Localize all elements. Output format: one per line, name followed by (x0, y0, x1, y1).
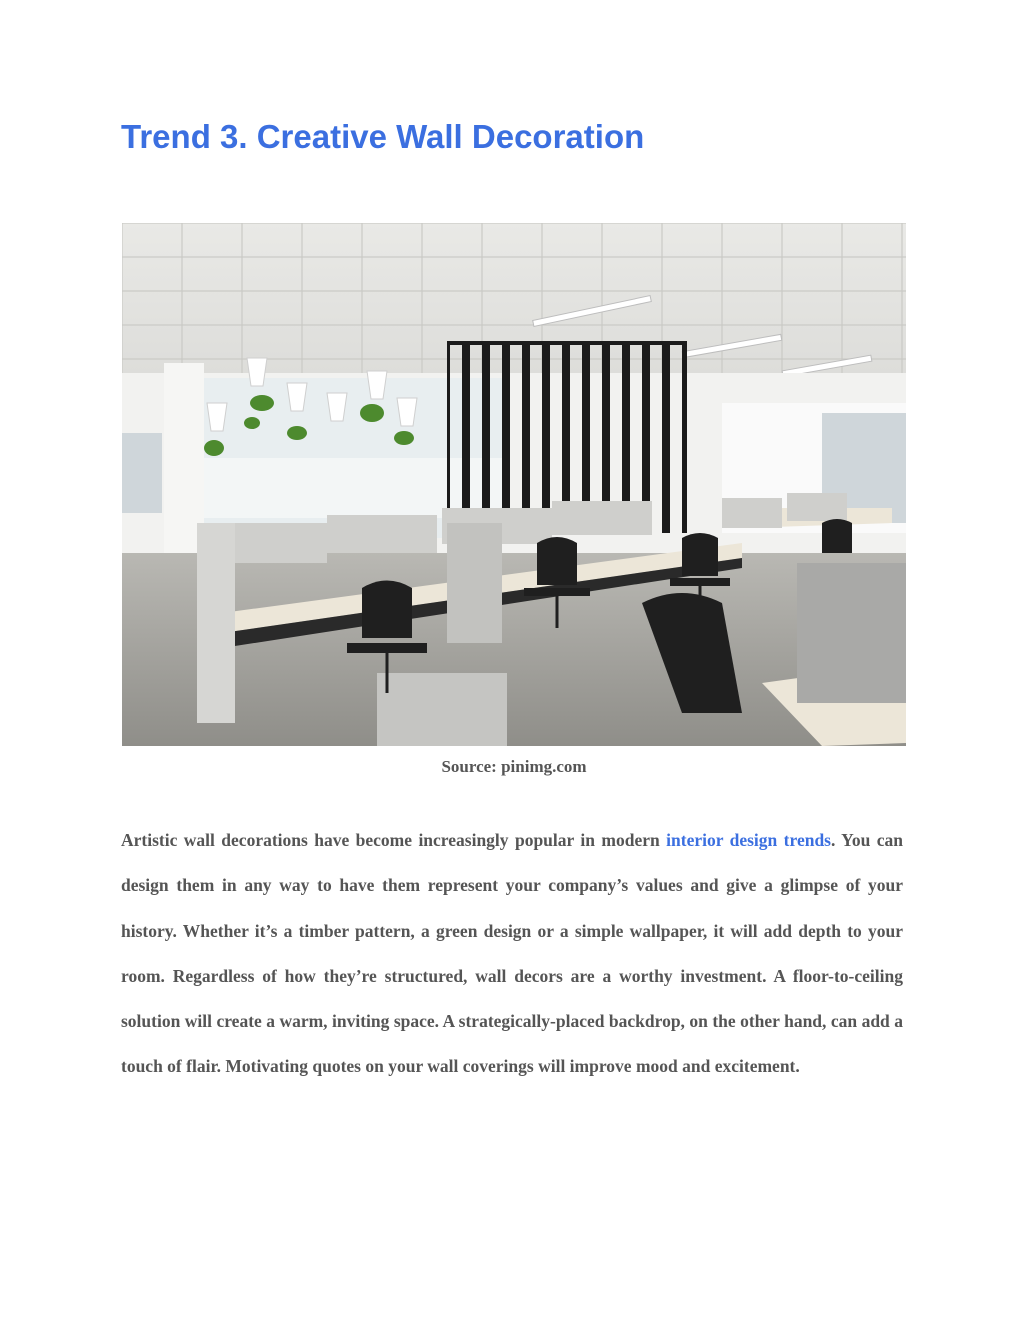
body-paragraph (121, 818, 903, 1090)
interior-design-trends-link[interactable]: interior design trends (666, 830, 831, 850)
paragraph-text-start: Artistic wall decorations have become increasingly popular in modern (121, 830, 667, 850)
office-photo (122, 223, 906, 746)
page-title: Trend 3. Creative Wall Decoration (121, 118, 645, 155)
image-caption: Source: pinimg.com (441, 757, 587, 776)
paragraph-text-end: . You can design them in any way to have them represent your company’s values and give a glimpse of your history. Whether it’s a timber pattern, a green design or a simple wallpaper, it will add depth to your room. Regardless of how they’re structured, wall decors are a worthy investment. A floor-to-ceiling solution will create a warm, inviting space. A strategically-placed backdrop, on the other hand, can add a touch of flair. Motivating quotes on your wall coverings will improve mood and excitement. (121, 830, 903, 1077)
